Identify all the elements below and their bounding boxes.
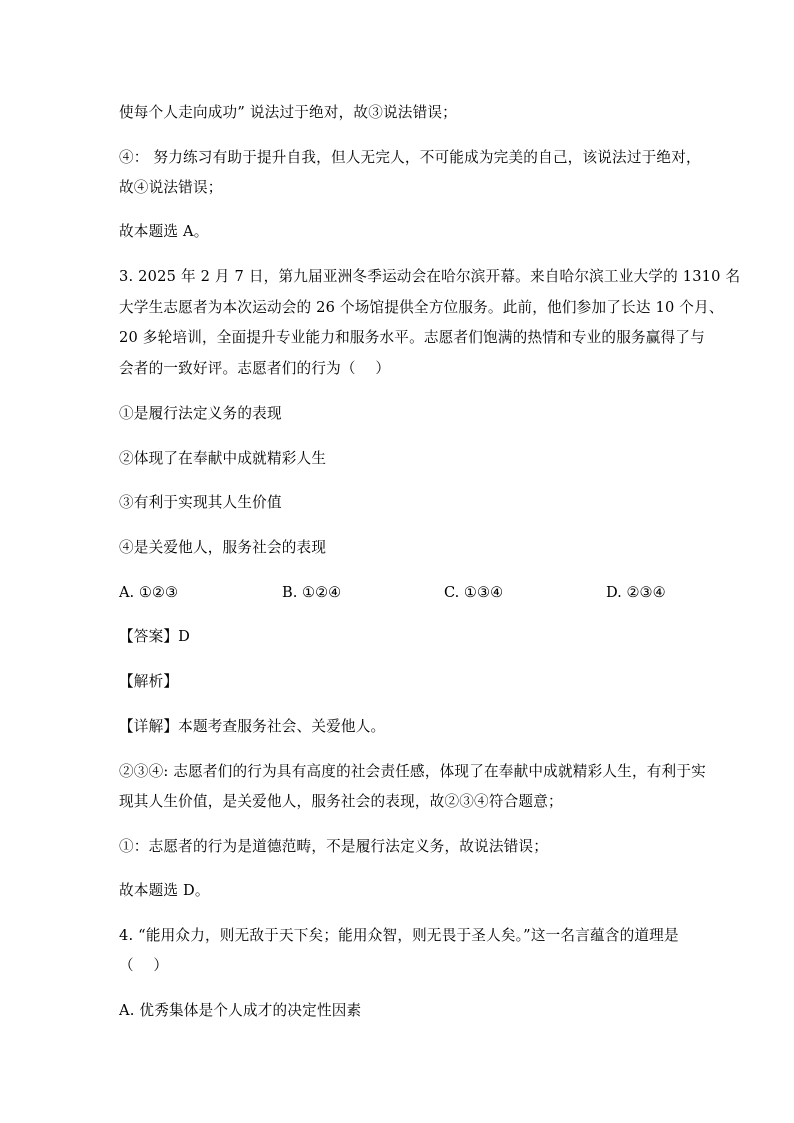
statement-1: ①是履行法定义务的表现 <box>119 405 282 422</box>
text-line: 故本题选 A。 <box>119 223 209 240</box>
analysis-label: 【解析】 <box>119 673 179 690</box>
explanation-text: 故本题选 D。 <box>119 882 210 899</box>
explanation-text: 现其人生价值，是关爱他人，服务社会的表现，故②③④符合题意； <box>119 793 563 810</box>
explanation-text: ①：志愿者的行为是道德范畴，不是履行法定义务，故说法错误； <box>119 838 549 855</box>
question-4-text: （ ） <box>119 957 169 974</box>
question-3-text: 会者的一致好评。志愿者们的行为（ ） <box>119 360 391 377</box>
detail-label: 【详解】本题考查服务社会、关爱他人。 <box>119 718 386 735</box>
statement-4: ④是关爱他人，服务社会的表现 <box>119 539 327 556</box>
question-4-option-a: A. 优秀集体是个人成才的决定性因素 <box>119 1002 362 1019</box>
question-4-text: 4. “能用众力，则无敌于天下矣；能用众智，则无畏于圣人矣。”这一名言蕴含的道理是 <box>119 927 679 944</box>
option-c: C. ①③④ <box>444 584 504 601</box>
statement-2: ②体现了在奉献中成就精彩人生 <box>119 450 327 467</box>
question-3-text: 3. 2025 年 2 月 7 日，第九届亚洲冬季运动会在哈尔滨开幕。来自哈尔滨工业大学的 1310 名 <box>119 268 741 285</box>
text-line: ④： 努力练习有助于提升自我，但人无完人，不可能成为完美的自己，该说法过于绝对， <box>119 149 701 166</box>
explanation-text: ②③④: 志愿者们的行为具有高度的社会责任感，体现了在奉献中成就精彩人生，有利于实 <box>119 763 706 780</box>
option-b: B. ①②④ <box>282 584 342 601</box>
text-line: 故④说法错误； <box>119 179 223 196</box>
text-line: 使每个人走向成功” 说法过于绝对，故③说法错误； <box>119 104 457 121</box>
option-a: A. ①②③ <box>119 584 179 601</box>
answer-label: 【答案】D <box>119 628 191 645</box>
question-3-text: 20 多轮培训，全面提升专业能力和服务水平。志愿者们饱满的热情和专业的服务赢得了与 <box>119 329 705 346</box>
option-d: D. ②③④ <box>606 584 666 601</box>
statement-3: ③有利于实现其人生价值 <box>119 494 282 511</box>
question-3-text: 大学生志愿者为本次运动会的 26 个场馆提供全方位服务。此前，他们参加了长达 10 个月、 <box>119 299 724 316</box>
